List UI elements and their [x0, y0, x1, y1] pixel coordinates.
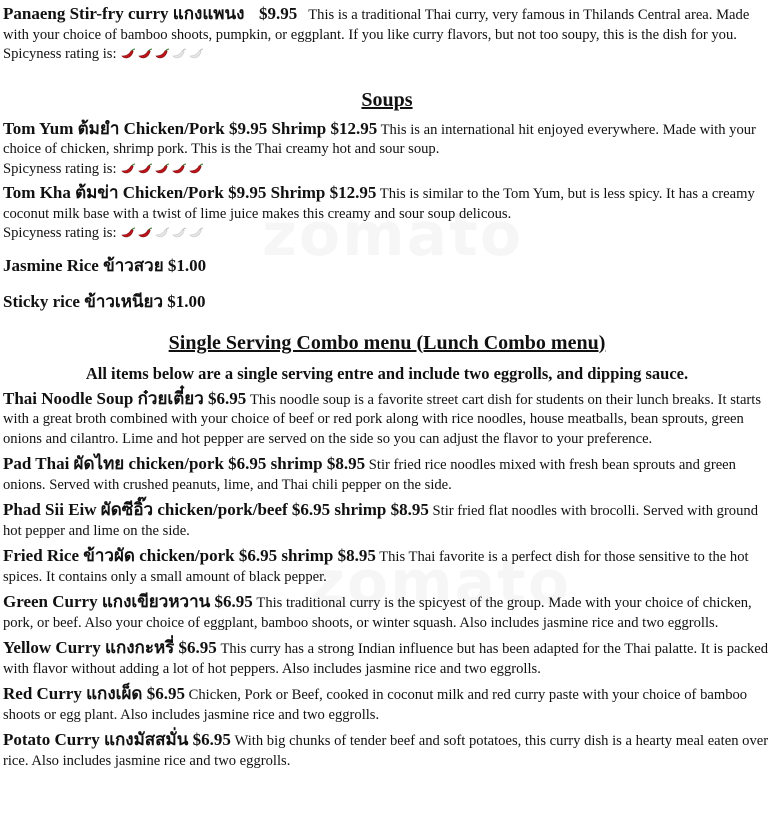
chili-pepper-empty-icon	[171, 48, 187, 60]
chili-pepper-icon	[171, 163, 187, 175]
menu-item-tom-yum	[3, 119, 771, 180]
section-heading-combo: Single Serving Combo menu (Lunch Combo menu)	[168, 331, 606, 354]
chili-pepper-icon	[154, 163, 170, 175]
item-description: This curry has a strong Indian influence but has been adapted for the Thai palatte. It is packed with flavor without adding a lot of hot peppers. Also includes jasmine rice and two eggrolls.	[3, 641, 769, 677]
item-description: Stir fried flat noodles with brocolli. Served with ground hot pepper and lime on the side.	[3, 503, 758, 539]
chili-pepper-icon	[154, 48, 170, 60]
chili-pepper-icon	[137, 163, 153, 175]
menu-item-sticky-rice: Sticky rice ข้าวเหนียว $1.00	[3, 291, 206, 311]
item-name: Tom Yum ต้มยำ Chicken/Pork $9.95 Shrimp $12.95	[3, 118, 378, 138]
combo-menu-item	[3, 500, 771, 541]
combo-menu-item	[3, 638, 771, 679]
item-name: Red Curry แกงเผ็ด $6.95	[3, 684, 185, 703]
item-description: This Thai favorite is a perfect dish for those sensitive to the hot spices. It contains only a small amount of black pepper.	[3, 549, 749, 585]
chili-pepper-icon	[120, 48, 136, 60]
combo-menu-list	[3, 389, 771, 772]
section-heading-soups: Soups	[361, 88, 413, 111]
combo-menu-item	[3, 389, 771, 450]
item-name: Tom Kha ต้มข่า Chicken/Pork $9.95 Shrimp $12.95	[3, 183, 377, 202]
menu-item-tom-kha	[3, 183, 771, 244]
chili-pepper-empty-icon	[188, 227, 204, 239]
menu-item-jasmine-rice: Jasmine Rice ข้าวสวย $1.00	[3, 255, 207, 275]
chili-pepper-empty-icon	[188, 48, 204, 60]
chili-pepper-icon	[188, 163, 204, 175]
item-description: This is similar to the Tom Yum, but is less spicy. It has a creamy coconut milk base with a twist of lime juice makes this creamy and sour soup delicous.	[3, 186, 755, 222]
item-name: Potato Curry แกงมัสสมั่น $6.95	[3, 730, 231, 749]
menu-page	[3, 0, 771, 771]
item-name: Pad Thai ผัดไทย chicken/pork $6.95 shrimp $8.95	[3, 454, 366, 473]
chili-pepper-icon	[137, 227, 153, 239]
spicy-rating	[120, 163, 204, 175]
item-name: Yellow Curry แกงกะหรี่ $6.95	[3, 638, 217, 657]
item-price: $9.95	[259, 4, 298, 23]
spicy-label: Spicyness rating is:	[3, 160, 117, 177]
menu-item-panaeng	[3, 4, 771, 65]
combo-menu-item	[3, 546, 771, 587]
combo-menu-item	[3, 454, 771, 495]
item-description: This noodle soup is a favorite street cart dish for students on their lunch breaks. It starts with a great broth combined with your choice of beef or red pork along with rice noodles, house meatballs, bean sprouts, green onions and cilantro. Lime and hot pepper are served on the side so you can adjust the flavor to your preference.	[3, 391, 762, 447]
item-name: Phad Sii Eiw ผัดซีอิ๊ว chicken/pork/beef $6.95 shrimp $8.95	[3, 500, 429, 519]
item-description: This is a traditional Thai curry, very famous in Thilands Central area. Made with your choice of bamboo shoots, pumpkin, or eggplant. If you like curry flavors, but not too soupy, this is the dish for you. Spicyness rating is:	[3, 7, 750, 62]
item-description: Stir fried rice noodles mixed with fresh bean sprouts and green onions. Served with crushed peanuts, lime, and Thai chili pepper on the side.	[3, 457, 736, 493]
item-description: With big chunks of tender beef and soft potatoes, this curry dish is a hearty meal eaten over rice. Also includes jasmine rice and two eggrolls.	[3, 733, 769, 769]
combo-subheading: All items below are a single serving entre and include two eggrolls, and dipping sauce.	[85, 363, 689, 383]
item-name: Fried Rice ข้าวผัด chicken/pork $6.95 shrimp $8.95	[3, 546, 376, 565]
chili-pepper-empty-icon	[171, 227, 187, 239]
chili-pepper-icon	[137, 48, 153, 60]
item-description: Chicken, Pork or Beef, cooked in coconut milk and red curry paste with your choice of bamboo shoots or egg plant. Also includes jasmine rice and two eggrolls.	[3, 687, 748, 723]
spicy-rating	[120, 48, 204, 60]
item-description: This traditional curry is the spicyest of the group. Made with your choice of chicken, pork, or beef. Also your choice of eggplant, bamboo shoots, or winter squash. Also includes jasmine rice and two eggrolls.	[3, 595, 752, 631]
combo-menu-item	[3, 684, 771, 725]
chili-pepper-icon	[120, 227, 136, 239]
combo-menu-item	[3, 592, 771, 633]
spicy-rating	[120, 227, 204, 239]
chili-pepper-icon	[120, 163, 136, 175]
combo-menu-item	[3, 730, 771, 771]
item-name: Thai Noodle Soup ก๋วยเตี๋ยว $6.95	[3, 388, 247, 408]
item-description: This is an international hit enjoyed everywhere. Made with your choice of chicken, shrimp pork. This is the Thai creamy hot and sour soup.	[3, 121, 756, 157]
item-name: Panaeng Stir-fry curry แกงแพนง	[3, 4, 245, 23]
spicy-label: Spicyness rating is:	[3, 225, 117, 241]
item-name: Green Curry แกงเขียวหวาน $6.95	[3, 592, 253, 611]
chili-pepper-empty-icon	[154, 227, 170, 239]
